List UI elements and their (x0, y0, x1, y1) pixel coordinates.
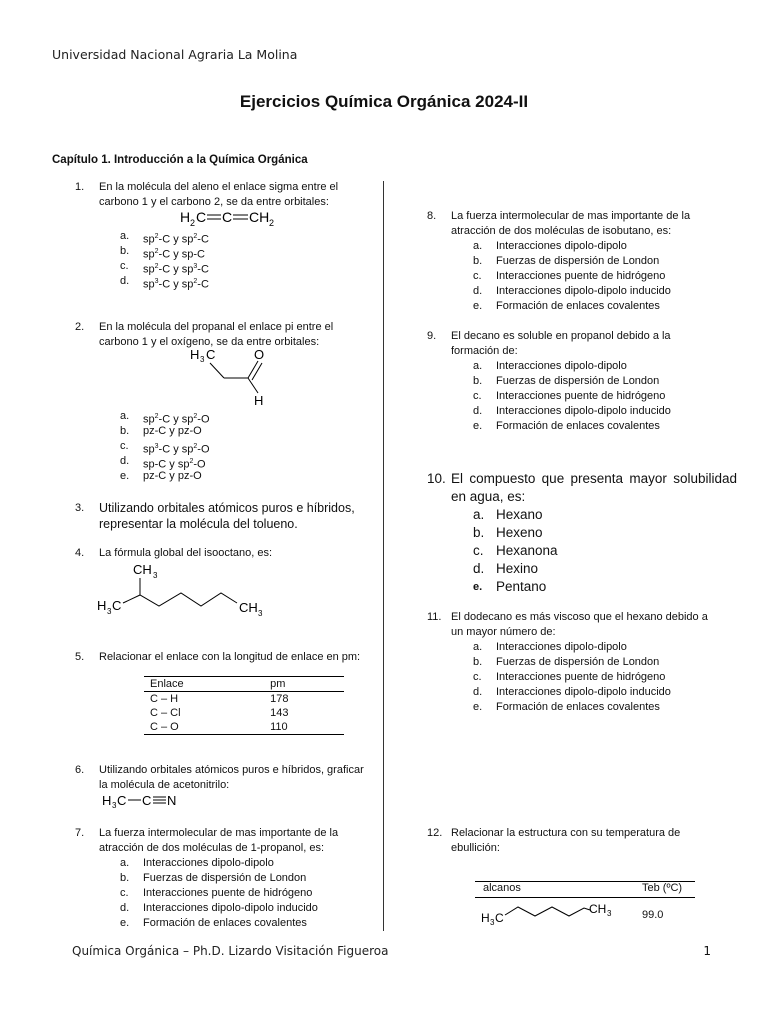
allene-sub2: 2 (269, 218, 275, 228)
question-text: El decano es soluble en propanol debido a la formación de: (451, 330, 671, 357)
svg-text:H: H (102, 793, 112, 808)
question-text: Relacionar el enlace con la longitud de enlace en pm: (99, 651, 361, 663)
allene-h: H (180, 209, 191, 225)
svg-text:3: 3 (490, 918, 495, 927)
svg-text:H: H (254, 393, 264, 408)
table-row: C – O 110 (144, 720, 344, 735)
footer-text: Química Orgánica – Ph.D. Lizardo Visitación Figueroa (72, 944, 389, 958)
table-rule (475, 897, 695, 898)
question-text: En la molécula del aleno el enlace sigma entre el carbono 1 y el carbono 2, se da entre orbitales: (99, 181, 339, 208)
question-number: 1. (75, 181, 85, 193)
svg-text:C: C (117, 793, 127, 808)
question-number: 6. (75, 764, 85, 776)
svg-text:C: C (495, 911, 504, 925)
column-divider (383, 181, 384, 931)
svg-text:CH: CH (589, 902, 607, 916)
question-text: Utilizando orbitales atómicos puros e híbridos, representar la molécula del tolueno. (99, 501, 355, 531)
question-text: El compuesto que presenta mayor solubilidad en agua, es: (451, 471, 737, 504)
teb-header: Teb (ºC) (642, 882, 683, 894)
university-header: Universidad Nacional Agraria La Molina (52, 47, 298, 62)
table-header: pm (264, 677, 344, 692)
question-number: 11. (427, 611, 442, 623)
allene-structure (178, 207, 288, 229)
svg-text:N: N (167, 793, 177, 808)
question-text: La fórmula global del isooctano, es: (99, 547, 273, 559)
bond-length-table (144, 676, 344, 735)
svg-text:CH: CH (239, 600, 258, 615)
svg-text:C: C (142, 793, 152, 808)
teb-value: 99.0 (642, 909, 664, 921)
page-title: Ejercicios Química Orgánica 2024-II (239, 92, 529, 111)
heptane-structure (480, 900, 620, 928)
propanal-structure (188, 346, 278, 408)
svg-text:3: 3 (107, 607, 112, 616)
question-number: 5. (75, 651, 85, 663)
svg-text:3: 3 (607, 909, 612, 918)
table-row: C – Cl 143 (150, 707, 289, 719)
question-number: 9. (427, 330, 437, 342)
question-number: 4. (75, 547, 85, 559)
question-text: La fuerza intermolecular de mas importante de la atracción de dos moléculas de isobutano, es: (451, 210, 691, 237)
svg-text:H: H (481, 911, 490, 925)
allene-sub1: 2 (190, 218, 196, 228)
alkanes-header: alcanos (483, 882, 521, 894)
question-number: 3. (75, 502, 85, 514)
allene-ch: CH (249, 209, 270, 225)
question-number: 2. (75, 321, 85, 333)
svg-text:CH: CH (133, 562, 152, 577)
table-row: C – H 178 (150, 693, 289, 705)
svg-text:O: O (254, 347, 265, 362)
question-text: Utilizando orbitales atómicos puros e híbridos, graficar la molécula de acetonitrilo: (99, 764, 364, 791)
question-text: Relacionar la estructura con su temperatura de ebullición: (451, 827, 681, 854)
acetonitrile-structure (100, 790, 190, 810)
question-text: En la molécula del propanal el enlace pi entre el carbono 1 y el oxígeno, se da entre orbitales: (99, 321, 334, 348)
allene-c2: C (222, 209, 233, 225)
table-header: Enlace (144, 677, 264, 692)
question-number: 10. (427, 471, 446, 486)
svg-text:H: H (190, 347, 200, 362)
allene-c1: C (196, 209, 207, 225)
svg-text:H: H (97, 598, 107, 613)
question-text: El dodecano es más viscoso que el hexano debido a un mayor número de: (451, 611, 708, 638)
question-text: La fuerza intermolecular de mas importante de la atracción de dos moléculas de 1-propanol, es: (99, 827, 339, 854)
svg-text:3: 3 (153, 571, 158, 580)
isooctane-structure (95, 558, 275, 618)
question-number: 8. (427, 210, 437, 222)
question-number: 12. (427, 827, 443, 839)
svg-text:C: C (206, 347, 216, 362)
svg-text:3: 3 (112, 801, 117, 810)
page-number: 1 (703, 944, 711, 958)
svg-text:3: 3 (200, 355, 205, 364)
chapter-heading: Capítulo 1. Introducción a la Química Orgánica (52, 154, 308, 166)
question-number: 7. (75, 827, 85, 839)
svg-text:C: C (112, 598, 122, 613)
svg-text:3: 3 (258, 609, 263, 618)
table-header-row (144, 677, 344, 692)
